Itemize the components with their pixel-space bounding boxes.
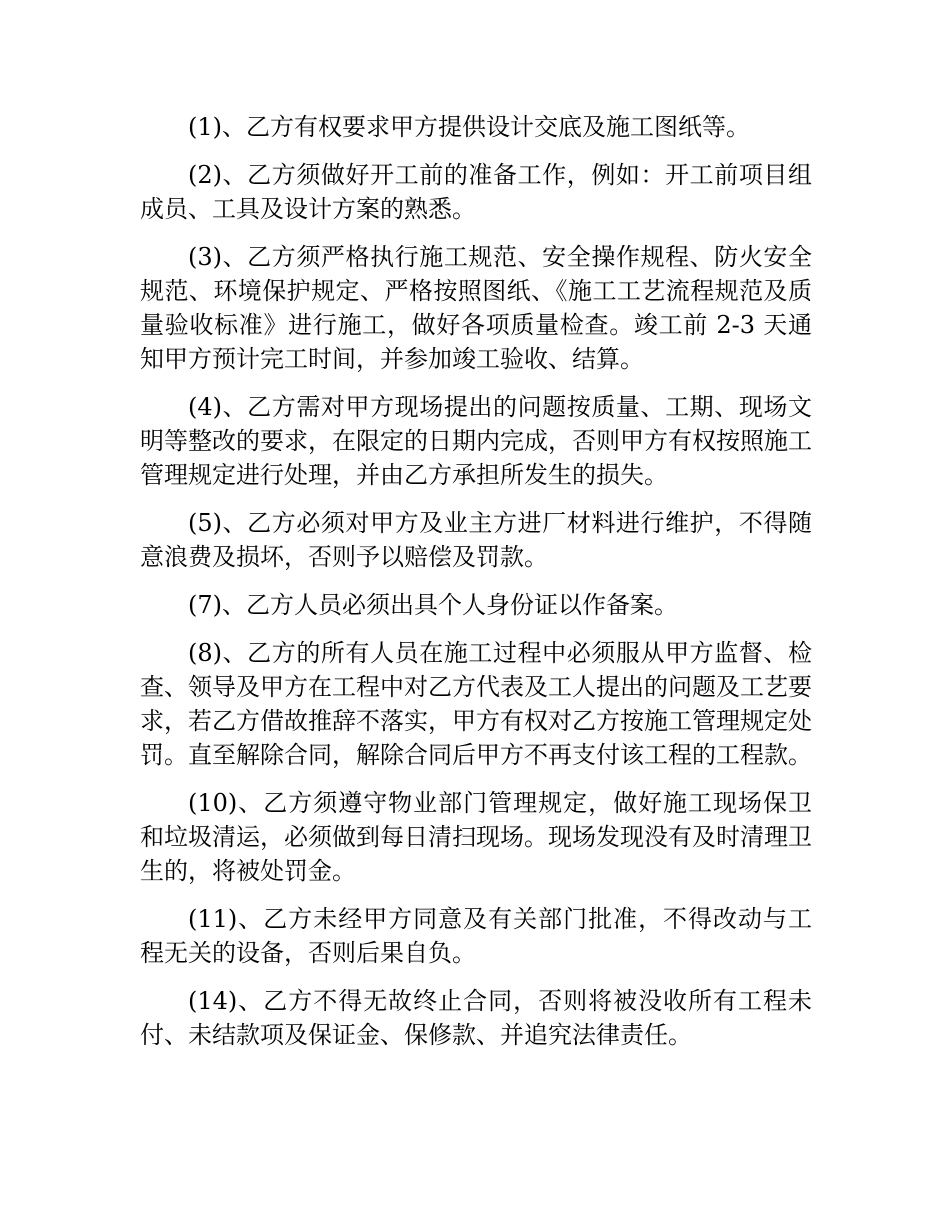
clause-8: (8)、乙方的所有人员在施工过程中必须服从甲方监督、检查、领导及甲方在工程中对乙方代表及工人提出的问题及工艺要求，若乙方借故推辞不落实，甲方有权对乙方按施工管理规定处罚。直至解除合同，解除合同后甲方不再支付该工程的工程款。	[140, 639, 812, 769]
clause-4: (4)、乙方需对甲方现场提出的问题按质量、工期、现场文明等整改的要求，在限定的日期内完成，否则甲方有权按照施工管理规定进行处理，并由乙方承担所发生的损失。	[140, 393, 812, 489]
clause-2: (2)、乙方须做好开工前的准备工作，例如：开工前项目组成员、工具及设计方案的熟悉。	[140, 161, 812, 223]
clause-14: (14)、乙方不得无故终止合同，否则将被没收所有工程未付、未结款项及保证金、保修款、并追究法律责任。	[140, 987, 812, 1049]
clause-10: (10)、乙方须遵守物业部门管理规定，做好施工现场保卫和垃圾清运，必须做到每日清扫现场。现场发现没有及时清理卫生的，将被处罚金。	[140, 789, 812, 885]
document-body	[140, 110, 812, 1066]
clause-5: (5)、乙方必须对甲方及业主方进厂材料进行维护，不得随意浪费及损坏，否则予以赔偿及罚款。	[140, 509, 812, 571]
clause-11: (11)、乙方未经甲方同意及有关部门批准，不得改动与工程无关的设备，否则后果自负。	[140, 905, 812, 967]
clause-1: (1)、乙方有权要求甲方提供设计交底及施工图纸等。	[188, 113, 750, 141]
clause-3: (3)、乙方须严格执行施工规范、安全操作规程、防火安全规范、环境保护规定、严格按照图纸、《施工工艺流程规范及质量验收标准》进行施工，做好各项质量检查。竣工前 2-3 天通知甲方预计完工时间，并参加竣工验收、结算。	[140, 243, 812, 373]
clause-7: (7)、乙方人员必须出具个人身份证以作备案。	[188, 591, 678, 619]
